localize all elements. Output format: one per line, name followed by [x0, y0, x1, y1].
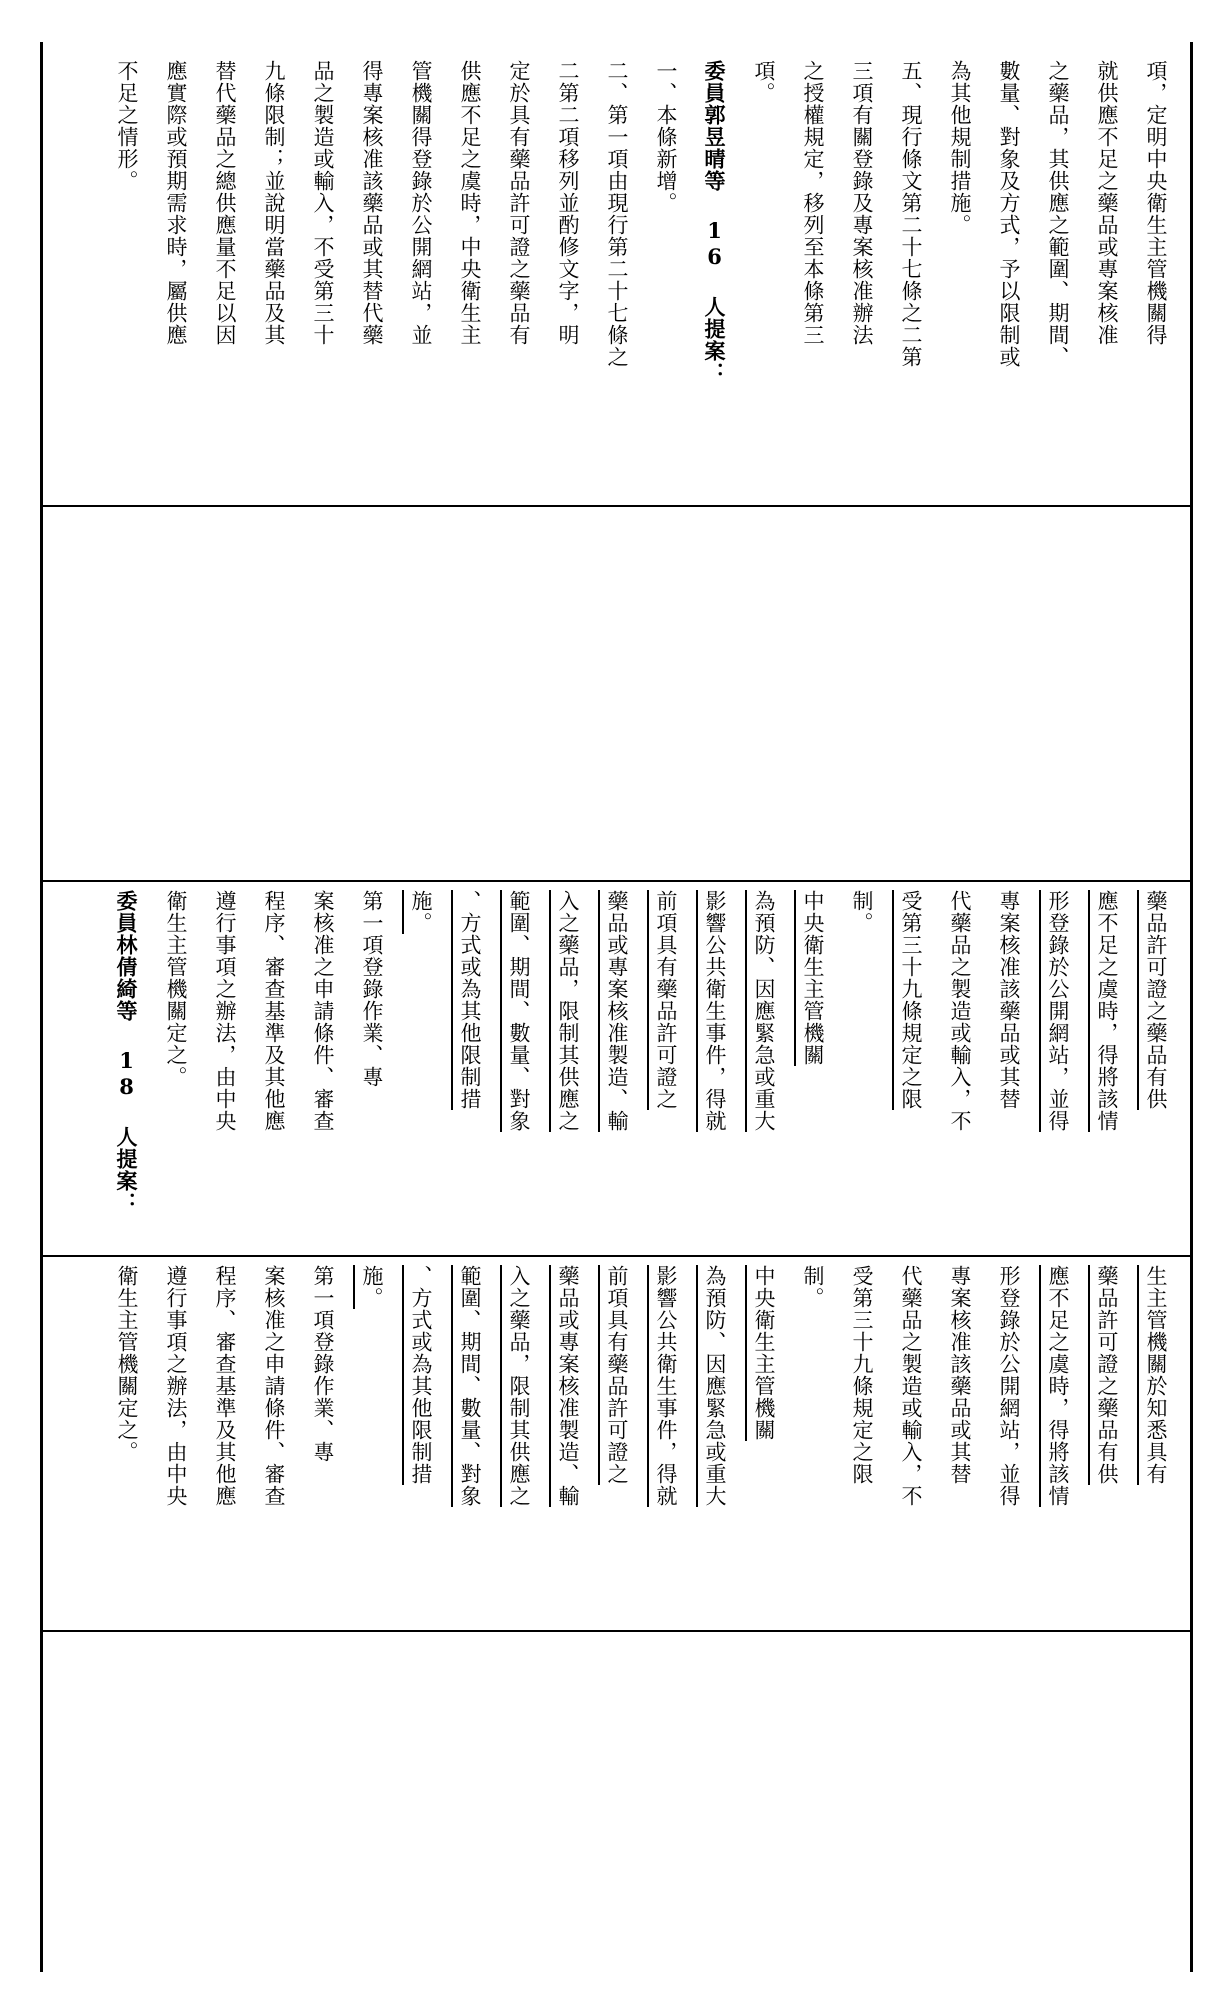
text-line: 、方式或為其他限制措 [409, 1265, 433, 1485]
text-line: 前項具有藥品許可證之 [654, 890, 678, 1110]
text-line: 遵行事項之辦法，由中央 [213, 890, 237, 1132]
text-line: 範圍、期間、數量、對象 [458, 1265, 482, 1507]
text-line: 受第三十九條規定之限 [899, 890, 923, 1110]
text-line: 前項具有藥品許可證之 [605, 1265, 629, 1485]
text-line: 專案核准該藥品或其替 [997, 890, 1021, 1110]
text-line: 代藥品之製造或輸入，不 [899, 1265, 923, 1507]
text-line: 為預防、因應緊急或重大 [703, 1265, 727, 1507]
text-line: 形登錄於公開網站，並得 [997, 1265, 1021, 1507]
text-line: 影響公共衛生事件，得就 [703, 890, 727, 1132]
text-line: 為預防、因應緊急或重大 [752, 890, 776, 1132]
text-line: 藥品或專案核准製造、輸 [605, 890, 629, 1132]
text-line: 程序、審查基準及其他應 [262, 890, 286, 1132]
text-line: 藥品許可證之藥品有供 [1144, 890, 1168, 1110]
explanation-text [50, 60, 1180, 490]
row-divider-4 [40, 1630, 1193, 1632]
text-line: 管機關得登錄於公開網站，並 [409, 60, 433, 346]
text-line: 施。 [409, 890, 433, 934]
proposal-heading: 委員郭昱晴等 16 人提案： [702, 60, 727, 384]
row-divider-3 [40, 1255, 1193, 1257]
empty-cell [50, 1635, 1180, 1965]
text-line: 九條限制；並說明當藥品及其 [262, 60, 286, 346]
text-line: 形登錄於公開網站，並得 [1046, 890, 1070, 1132]
text-line: 就供應不足之藥品或專案核准 [1095, 60, 1119, 346]
row-divider-2 [40, 880, 1193, 882]
text-line: 五、現行條文第二十七條之二第 [899, 60, 923, 368]
table-border-left [40, 42, 43, 1972]
text-line: 品之製造或輸入，不受第三十 [311, 60, 335, 346]
text-line: 中央衛生主管機關 [801, 890, 825, 1066]
text-line: 二、第一項由現行第二十七條之 [605, 60, 629, 368]
text-line: 數量、對象及方式，予以限制或 [997, 60, 1021, 368]
text-line: 影響公共衛生事件，得就 [654, 1265, 678, 1507]
text-line: 案核准之申請條件、審查 [262, 1265, 286, 1507]
text-line: 衛生主管機關定之。 [115, 1265, 139, 1463]
text-line: 為其他規制措施。 [948, 60, 972, 236]
text-line: 制。 [850, 890, 874, 934]
text-line: 第一項登錄作業、專 [311, 1265, 335, 1463]
text-line: 衛生主管機關定之。 [164, 890, 188, 1088]
text-line: 、方式或為其他限制措 [458, 890, 482, 1110]
text-line: 三項有關登錄及專案核准辦法 [850, 60, 874, 346]
text-line: 項，定明中央衛生主管機關得 [1144, 60, 1168, 346]
text-line: 制。 [801, 1265, 825, 1309]
text-line: 入之藥品，限制其供應之 [507, 1265, 531, 1507]
text-line: 不足之情形。 [115, 60, 139, 192]
text-line: 代藥品之製造或輸入，不 [948, 890, 972, 1132]
text-line: 案核准之申請條件、審查 [311, 890, 335, 1132]
text-line: 程序、審查基準及其他應 [213, 1265, 237, 1507]
text-line: 替代藥品之總供應量不足以因 [213, 60, 237, 346]
text-line: 定於具有藥品許可證之藥品有 [507, 60, 531, 346]
text-line: 之授權規定，移列至本條第三 [801, 60, 825, 346]
text-line: 得專案核准該藥品或其替代藥 [360, 60, 384, 346]
text-line: 藥品或專案核准製造、輸 [556, 1265, 580, 1507]
text-line: 應不足之虞時，得將該情 [1095, 890, 1119, 1132]
text-line: 生主管機關於知悉具有 [1144, 1265, 1168, 1485]
text-line: 入之藥品，限制其供應之 [556, 890, 580, 1132]
text-line: 應實際或預期需求時，屬供應 [164, 60, 188, 346]
text-line: 專案核准該藥品或其替 [948, 1265, 972, 1485]
text-line: 一、本條新增。 [654, 60, 678, 214]
text-line: 受第三十九條規定之限 [850, 1265, 874, 1485]
text-line: 供應不足之虞時，中央衛生主 [458, 60, 482, 346]
row-divider-1 [40, 505, 1193, 507]
alt-proposed-text-cell [50, 1260, 1180, 1625]
explanation-cell [50, 50, 1180, 500]
text-line: 範圍、期間、數量、對象 [507, 890, 531, 1132]
text-line: 之藥品，其供應之範圍、期間、 [1046, 60, 1070, 368]
table-border-right [1190, 42, 1193, 1972]
proposed-text-cell [50, 885, 1180, 1250]
alt-proposed-text [50, 1265, 1180, 1620]
text-line: 項。 [752, 60, 776, 104]
text-line: 二第二項移列並酌修文字，明 [556, 60, 580, 346]
proposed-text [50, 890, 1180, 1245]
text-line: 第一項登錄作業、專 [360, 890, 384, 1088]
text-line: 應不足之虞時，得將該情 [1046, 1265, 1070, 1507]
proposal-heading: 委員林倩綺等 18 人提案： [114, 890, 139, 1214]
text-line: 中央衛生主管機關 [752, 1265, 776, 1441]
text-line: 遵行事項之辦法，由中央 [164, 1265, 188, 1507]
text-line: 藥品許可證之藥品有供 [1095, 1265, 1119, 1485]
text-line: 施。 [360, 1265, 384, 1309]
empty-cell [50, 510, 1180, 875]
